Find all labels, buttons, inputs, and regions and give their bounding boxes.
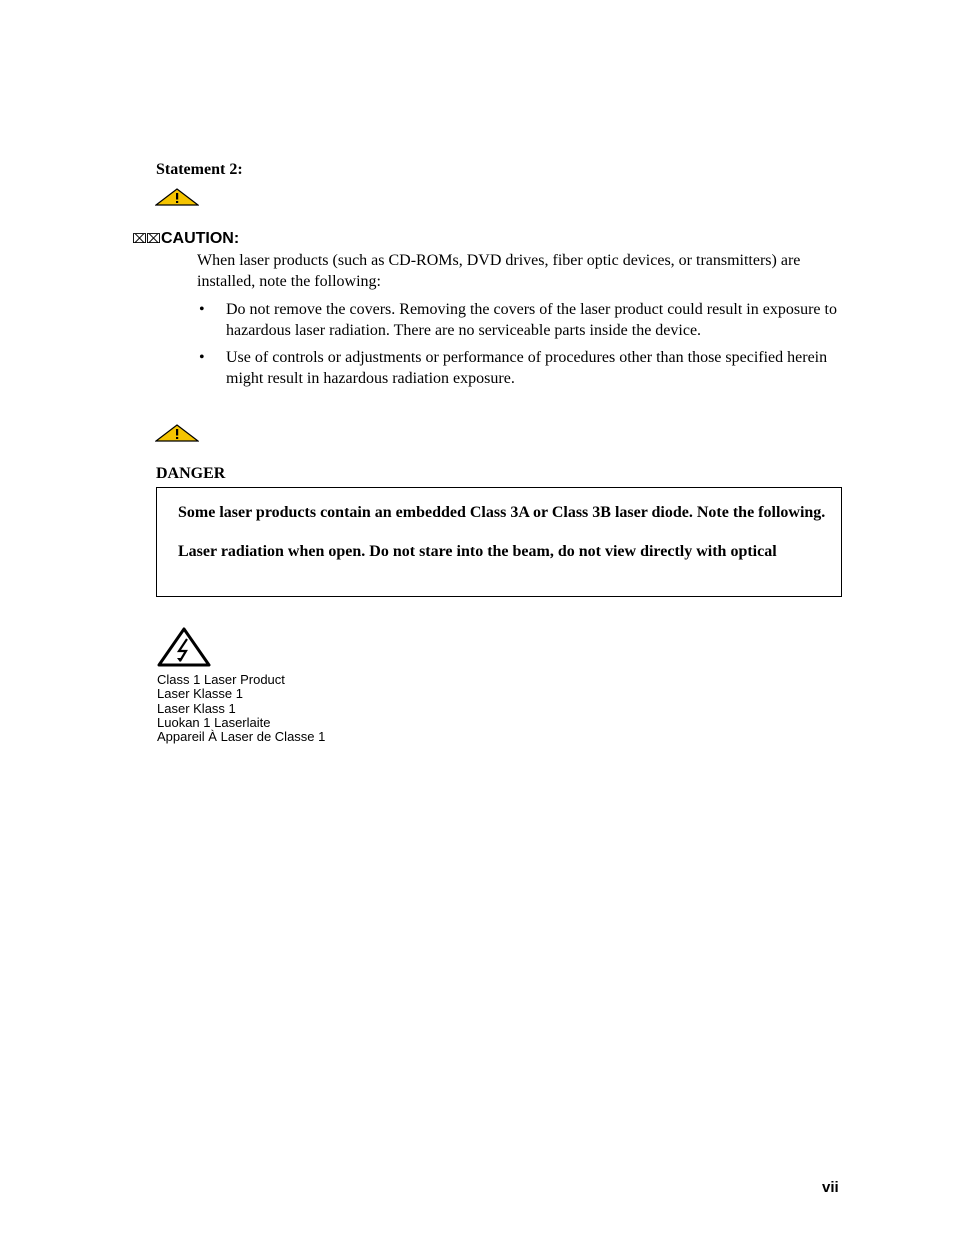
laser-class-labels (157, 673, 325, 744)
laser-label: Luokan 1 Laserlaite (157, 714, 271, 730)
bullet-marker: • (199, 301, 205, 318)
danger-heading: DANGER (156, 465, 226, 482)
warning-triangle-icon (155, 424, 199, 442)
statement-heading: Statement 2: (156, 161, 243, 178)
bullet-marker: • (199, 349, 205, 366)
laser-label: Appareil À Laser de Classe 1 (157, 729, 326, 745)
electrical-hazard-icon (157, 627, 211, 667)
danger-line-1: Some laser products contain an embedded Class 3A or Class 3B laser diode. Note the following. (178, 504, 826, 521)
caution-intro: When laser products (such as CD-ROMs, DVD drives, fiber optic devices, or transmitters) are installed, note the following: (197, 252, 801, 290)
laser-label: Class 1 Laser Product (157, 672, 285, 687)
page-number: vii (822, 1179, 839, 1196)
bullet-text: Use of controls or adjustments or performance of procedures other than those specified herein might result in hazardous radiation exposure. (226, 349, 828, 387)
list-item (197, 300, 847, 341)
caution-label: CAUTION: (160, 230, 240, 247)
danger-line-2: Laser radiation when open. Do not stare into the beam, do not view directly with optical (178, 543, 777, 560)
list-item (197, 348, 847, 389)
caution-glyphs: ⌧⌧ (132, 231, 160, 246)
laser-label: Laser Klass 1 (157, 700, 236, 716)
caution-heading (132, 230, 239, 248)
laser-label: Laser Klasse 1 (157, 686, 243, 702)
danger-notice-box (156, 487, 842, 597)
bullet-text: Do not remove the covers. Removing the covers of the laser product could result in exposure to hazardous laser radiation. There are no serviceable parts inside the device. (226, 301, 837, 339)
warning-triangle-icon (155, 188, 199, 206)
